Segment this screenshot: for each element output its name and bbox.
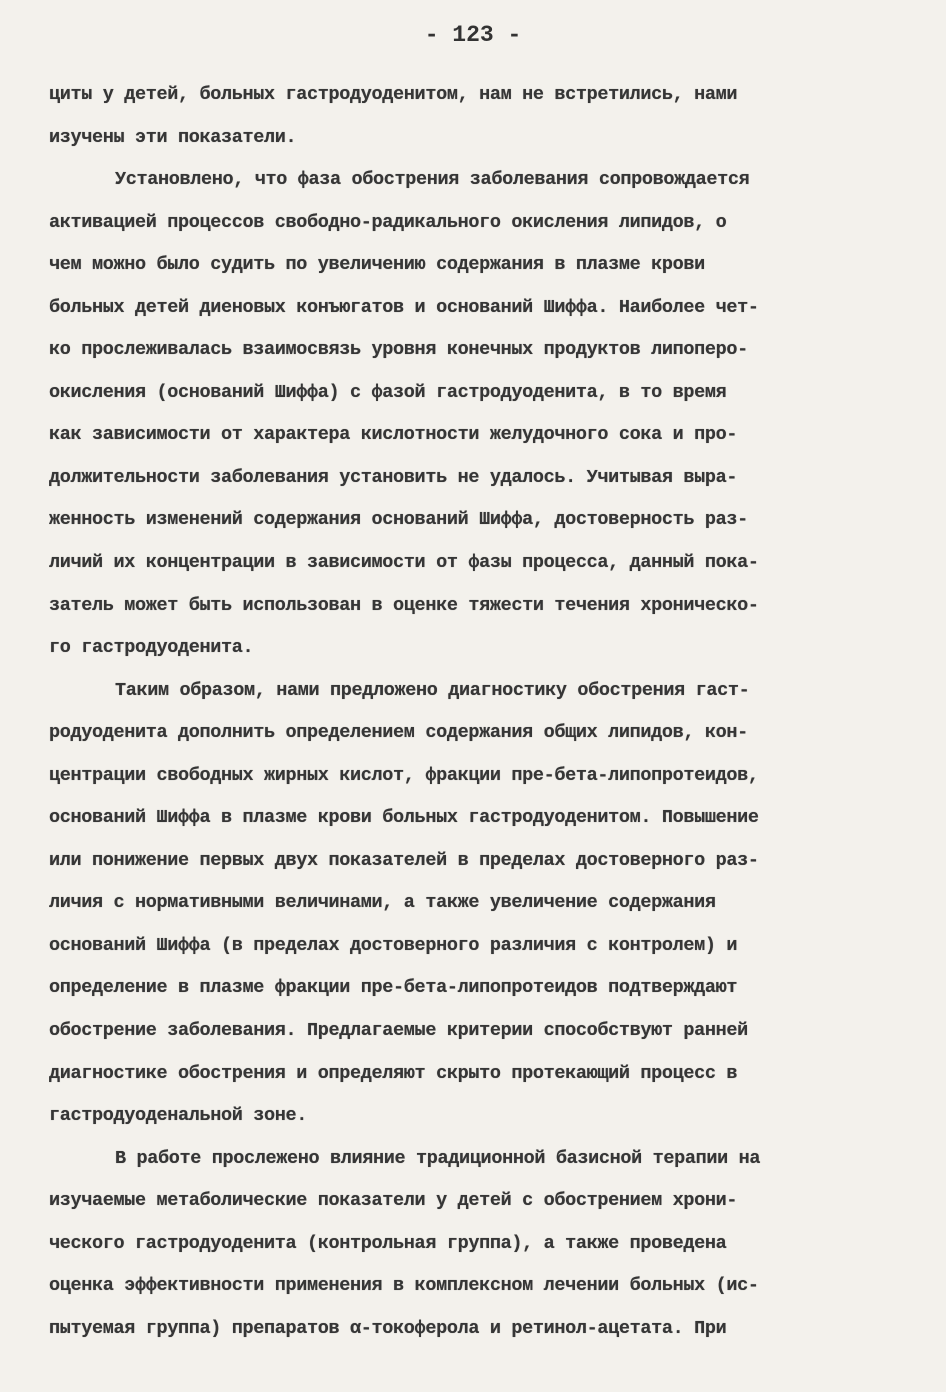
text-line: оценка эффективности применения в комплексном лечении больных (ис- xyxy=(49,1275,759,1297)
paragraph-first-line: Таким образом, нами предложено диагностику обострения гаст- xyxy=(115,679,750,701)
paragraph-first-line: Установлено, что фаза обострения заболевания сопровождается xyxy=(115,169,750,191)
paragraph-first-line: В работе прослежено влияние традиционной базисной терапии на xyxy=(115,1147,761,1169)
text-line: оснований Шиффа (в пределах достоверного различия с контролем) и xyxy=(49,934,738,956)
text-line: личий их концентрации в зависимости от фазы процесса, данный пока- xyxy=(49,552,759,574)
text-line: затель может быть использован в оценке тяжести течения хроническо- xyxy=(49,594,759,616)
text-line: чем можно было судить по увеличению содержания в плазме крови xyxy=(49,254,705,276)
text-line: изучаемые метаболические показатели у детей с обострением хрони- xyxy=(49,1190,738,1212)
text-line: должительности заболевания установить не удалось. Учитывая выра- xyxy=(49,466,738,488)
text-line: определение в плазме фракции пре-бета-липопротеидов подтверждают xyxy=(49,977,738,999)
text-line: диагностике обострения и определяют скрыто протекающий процесс в xyxy=(49,1062,738,1084)
text-line: обострение заболевания. Предлагаемые критерии способствуют ранней xyxy=(49,1020,748,1042)
text-line: больных детей диеновых конъюгатов и оснований Шиффа. Наиболее чет- xyxy=(49,296,759,318)
text-line: как зависимости от характера кислотности желудочного сока и про- xyxy=(49,424,738,446)
text-line: го гастродуоденита. xyxy=(49,637,254,659)
text-line: изучены эти показатели. xyxy=(49,126,297,148)
body-text xyxy=(49,74,897,1350)
text-line: циты у детей, больных гастродуоденитом, нам не встретились, нами xyxy=(49,84,738,105)
text-line: родуоденита дополнить определением содержания общих липидов, кон- xyxy=(49,722,748,744)
text-line: женность изменений содержания оснований Шиффа, достоверность раз- xyxy=(49,509,748,531)
text-line: личия с нормативными величинами, а также увеличение содержания xyxy=(49,892,716,914)
text-line: ко прослеживалась взаимосвязь уровня конечных продуктов липоперо- xyxy=(49,339,748,361)
text-line: оснований Шиффа в плазме крови больных гастродуоденитом. Повышение xyxy=(49,807,759,829)
page-number: - 123 - xyxy=(424,22,522,48)
text-line: окисления (оснований Шиффа) с фазой гастродуоденита, в то время xyxy=(49,381,727,403)
text-line: ческого гастродуоденита (контрольная группа), а также проведена xyxy=(49,1232,727,1254)
text-line: пытуемая группа) препаратов α-токоферола и ретинол-ацетата. При xyxy=(49,1317,727,1339)
text-line: гастродуоденальной зоне. xyxy=(49,1105,308,1127)
text-line: центрации свободных жирных кислот, фракции пре-бета-липопротеидов, xyxy=(49,764,759,786)
text-line: или понижение первых двух показателей в пределах достоверного раз- xyxy=(49,849,759,871)
text-line: активацией процессов свободно-радикального окисления липидов, о xyxy=(49,211,727,233)
